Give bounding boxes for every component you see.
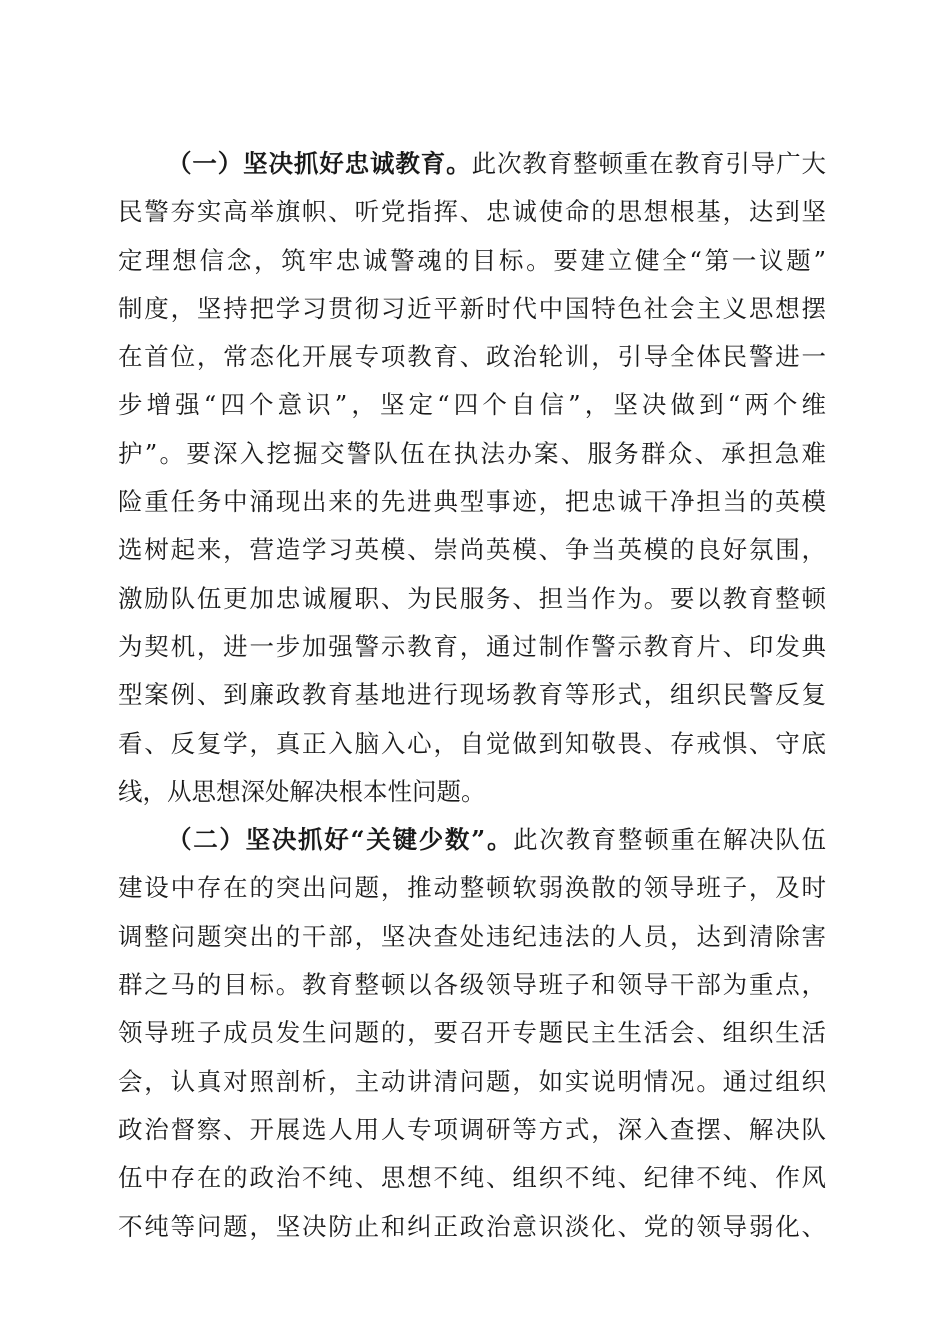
- paragraph-line: 领导班子成员发生问题的，要召开专题民主生活会、组织生活: [118, 1018, 826, 1048]
- paragraph-line: 激励队伍更加忠诚履职、为民服务、担当作为。要以教育整顿: [118, 583, 826, 613]
- paragraph-line: 群之马的目标。教育整顿以各级领导班子和领导干部为重点，: [118, 970, 826, 1000]
- paragraph-line: 在首位，常态化开展专项教育、政治轮训，引导全体民警进一: [118, 342, 826, 372]
- paragraph-line: 伍中存在的政治不纯、思想不纯、组织不纯、纪律不纯、作风: [118, 1163, 826, 1193]
- paragraph-line: 线，从思想深处解决根本性问题。: [118, 776, 486, 806]
- paragraph-line: 险重任务中涌现出来的先进典型事迹，把忠诚干净担当的英模: [118, 487, 826, 517]
- paragraph-line: 看、反复学，真正入脑入心，自觉做到知敬畏、存戒惧、守底: [118, 728, 826, 758]
- paragraph-1-text: 此次教育整顿重在教育引导广大: [471, 149, 827, 178]
- paragraph-line: 不纯等问题，坚决防止和纠正政治意识淡化、党的领导弱化、: [118, 1211, 826, 1241]
- paragraph-line: 为契机，进一步加强警示教育，通过制作警示教育片、印发典: [118, 631, 826, 661]
- paragraph-1-heading: （一）坚决抓好忠诚教育。: [167, 149, 472, 178]
- paragraph-line: 定理想信念，筑牢忠诚警魂的目标。要建立健全“第一议题”: [118, 245, 826, 275]
- paragraph-line: 建设中存在的突出问题，推动整顿软弱涣散的领导班子，及时: [118, 873, 826, 903]
- paragraph-line: 会，认真对照剖析，主动讲清问题，如实说明情况。通过组织: [118, 1066, 826, 1096]
- paragraph-line: 护”。要深入挖掘交警队伍在执法办案、服务群众、承担急难: [118, 438, 826, 468]
- paragraph-line: 政治督察、开展选人用人专项调研等方式，深入查摆、解决队: [118, 1114, 826, 1144]
- document-body: [118, 140, 826, 1251]
- paragraph-2-heading: （二）坚决抓好“关键少数”。: [167, 825, 514, 855]
- paragraph-line: 调整问题突出的干部，坚决查处违纪违法的人员，达到清除害: [118, 921, 826, 951]
- paragraph-line: 型案例、到廉政教育基地进行现场教育等形式，组织民警反复: [118, 680, 826, 710]
- paragraph-line: 选树起来，营造学习英模、崇尚英模、争当英模的良好氛围，: [118, 535, 826, 565]
- paragraph-2-line-1: [118, 816, 826, 864]
- paragraph-2-text: 此次教育整顿重在解决队伍: [513, 825, 827, 855]
- paragraph-line: 步增强“四个意识”，坚定“四个自信”，坚决做到“两个维: [118, 390, 826, 420]
- paragraph-1-line-1: [118, 140, 826, 188]
- paragraph-line: 民警夯实高举旗帜、听党指挥、忠诚使命的思想根基，达到坚: [118, 197, 826, 227]
- paragraph-line: 制度，坚持把学习贯彻习近平新时代中国特色社会主义思想摆: [118, 293, 826, 323]
